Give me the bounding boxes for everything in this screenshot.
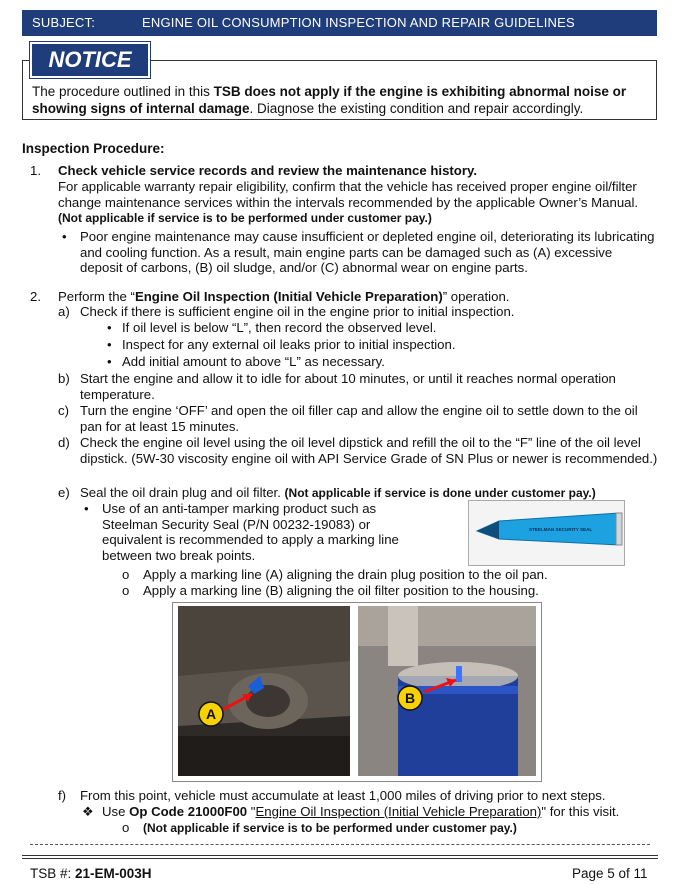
step2f-text: From this point, vehicle must accumulate at least 1,000 miles of driving prior to next steps. <box>80 788 606 803</box>
step2d-label: d) <box>58 435 70 450</box>
subject-bar <box>22 10 657 36</box>
step2a-bullet-3: Add initial amount to above “L” as necessary. <box>122 354 385 369</box>
photo-oil-filter <box>358 606 536 776</box>
photo-a-label: A <box>205 706 217 722</box>
step2-title-pre: Perform the “ <box>58 289 135 304</box>
step2a-bullet-1: If oil level is below “L”, then record the observed level. <box>122 320 437 335</box>
circle-bullet-icon: o <box>122 567 130 582</box>
tsb-label: TSB #: <box>30 866 76 881</box>
step2e-sub-1: Apply a marking line (A) aligning the drain plug position to the oil pan. <box>143 567 548 582</box>
step2e-bullet: Use of an anti-tamper marking product such as Steelman Security Seal (P/N 00232-19083) or equivalent is recommended to apply a marking line between two break points. <box>102 501 399 563</box>
step2e-note: (Not applicable if service is done under customer pay.) <box>284 486 596 500</box>
footer-rule-bottom <box>22 858 658 859</box>
step1-bullet: Poor engine maintenance may cause insufficient or depleted engine oil, deteriorating its lubricating and cooling function. As a result, main engine parts can be damaged such as (A) excessive deposit of carbons, (B) oil sludge, and/or (C) abnormal wear on engine parts. <box>80 229 655 276</box>
step1-bullet-dot: • <box>62 229 67 244</box>
notice-text-post: . Diagnose the existing condition and repair accordingly. <box>249 101 584 116</box>
bullet-dot: • <box>107 320 112 335</box>
inspection-heading: Inspection Procedure: <box>22 141 165 156</box>
security-seal-image <box>468 500 625 566</box>
subject-title: ENGINE OIL CONSUMPTION INSPECTION AND REPAIR GUIDELINES <box>142 15 575 30</box>
step1-note: (Not applicable if service is to be performed under customer pay.) <box>58 211 432 226</box>
notice-text <box>32 83 652 117</box>
page-number: Page 5 of 11 <box>572 866 648 881</box>
step2-title-post: ” operation. <box>442 289 510 304</box>
op-name: Engine Oil Inspection (Initial Vehicle Preparation) <box>255 804 542 819</box>
drain-plug-photo-graphic <box>178 606 350 776</box>
step2-title <box>58 289 509 305</box>
step2b-text: Start the engine and allow it to idle for about 10 minutes, or until it reaches normal operation temperature. <box>80 371 616 402</box>
circle-bullet-icon: o <box>122 583 130 598</box>
subject-label: SUBJECT: <box>32 15 96 30</box>
tsb-number: 21-EM-003H <box>75 866 152 881</box>
step2e-sub-2: Apply a marking line (B) aligning the oil filter position to the housing. <box>143 583 539 598</box>
step1-body <box>58 179 648 227</box>
bullet-dot: • <box>107 354 112 369</box>
notice-text-bold: TSB does not apply if the engine is exhibiting abnormal noise or showing signs of internal damage <box>32 84 627 116</box>
step2a-text: Check if there is sufficient engine oil in the engine prior to initial inspection. <box>80 304 515 319</box>
step2c-text: Turn the engine ‘OFF’ and open the oil filler cap and allow the engine oil to settle down to the oil pan for at least 15 minutes. <box>80 403 638 434</box>
step2e-text-main: Seal the oil drain plug and oil filter. <box>80 485 285 500</box>
step2b-label: b) <box>58 371 70 386</box>
security-seal-tube-graphic <box>469 501 624 565</box>
notice-text-pre: The procedure outlined in this <box>32 84 214 99</box>
step2f-note: (Not applicable if service is to be performed under customer pay.) <box>143 821 517 835</box>
notice-tag: NOTICE <box>30 42 150 78</box>
step1-body-text: For applicable warranty repair eligibility, confirm that the vehicle has received proper engine oil/filter change maintenance services within the intervals recommended by the applicable Owner’s Manual. <box>58 179 639 210</box>
bullet-dot: • <box>84 501 89 516</box>
step2a-label: a) <box>58 304 70 319</box>
security-seal-label: STEELMAN SECURITY SEAL <box>529 527 593 532</box>
step2c-label: c) <box>58 403 69 418</box>
op-code: Op Code 21000F00 <box>129 804 248 819</box>
footer-tsb <box>30 866 152 882</box>
dashed-divider <box>30 844 650 845</box>
diamond-bullet-icon: ❖ <box>82 804 94 819</box>
circle-bullet-icon: o <box>122 820 130 835</box>
quote-close: " for this visit. <box>541 804 620 819</box>
quote-open: " <box>247 804 256 819</box>
step2f-label: f) <box>58 788 67 803</box>
step2e-label: e) <box>58 485 70 500</box>
footer-rule-top <box>22 855 658 856</box>
step2d-text: Check the engine oil level using the oil level dipstick and refill the oil to the “F” line of the oil level dipstick. (5W-30 viscosity engine oil with API Service Grade of SN Plus or newer is recommended.) <box>80 435 658 466</box>
step2-number: 2. <box>30 289 41 304</box>
photo-b-label: B <box>404 690 416 706</box>
photo-drain-plug <box>178 606 350 776</box>
bullet-dot: • <box>107 337 112 352</box>
step2f-use-pre: Use <box>102 804 130 819</box>
step1-title: Check vehicle service records and review the maintenance history. <box>58 163 478 178</box>
step1-number: 1. <box>30 163 41 178</box>
step2a-bullet-2: Inspect for any external oil leaks prior to initial inspection. <box>122 337 456 352</box>
step2f-use-line <box>102 804 619 820</box>
step2-title-bold: Engine Oil Inspection (Initial Vehicle Preparation) <box>134 289 443 304</box>
oil-filter-photo-graphic <box>358 606 536 776</box>
